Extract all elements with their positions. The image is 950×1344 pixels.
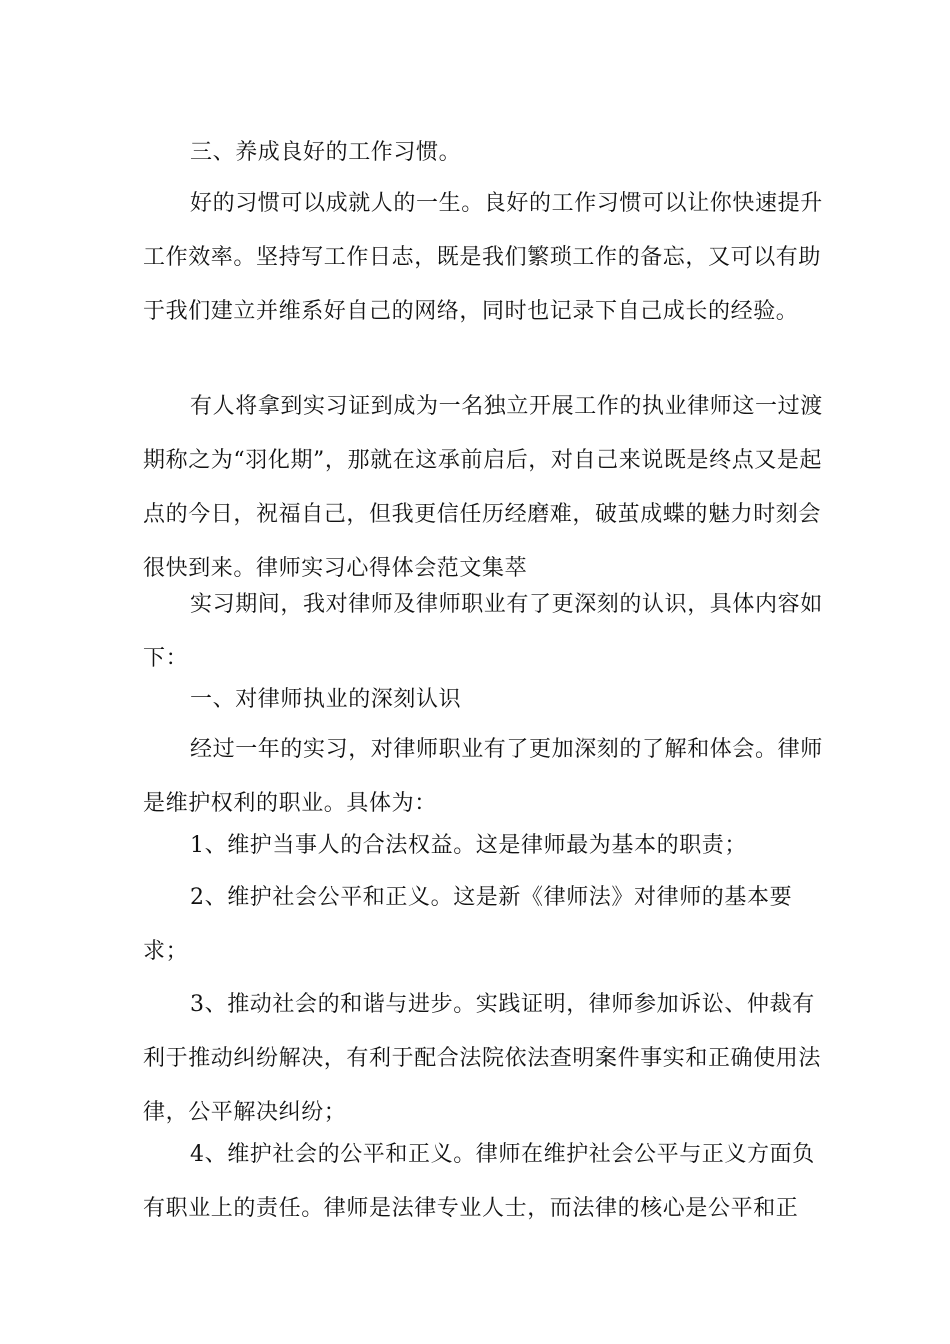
section-heading-work-habits: 三、养成良好的工作习惯。 <box>190 140 462 165</box>
list-item-1: 1、维护当事人的合法权益。这是律师最为基本的职责； <box>190 833 747 858</box>
list-item-2: 2、维护社会公平和正义。这是新《律师法》对律师的基本要求； <box>143 885 793 964</box>
section-heading-deep-understanding: 一、对律师执业的深刻认识 <box>190 687 462 712</box>
paragraph-one-year-internship: 经过一年的实习，对律师职业有了更加深刻的了解和体会。律师是维护权利的职业。具体为： <box>143 737 823 816</box>
list-item-3: 3、推动社会的和谐与进步。实践证明，律师参加诉讼、仲裁有利于推动纠纷解决，有利于配合法院依法查明案件事实和正确使用法律，公平解决纠纷； <box>143 992 822 1125</box>
paragraph-feathering-period: 有人将拿到实习证到成为一名独立开展工作的执业律师这一过渡期称之为“羽化期”，那就在这承前启后，对自己来说既是终点又是起点的今日，祝福自己，但我更信任历经磨难，破茧成蝶的魅力时刻会很快到来。律师实习心得体会范文集萃 <box>143 394 823 581</box>
paragraph-good-habits: 好的习惯可以成就人的一生。良好的工作习惯可以让你快速提升工作效率。坚持写工作日志，既是我们繁琐工作的备忘，又可以有助于我们建立并维系好自己的网络，同时也记录下自己成长的经验。 <box>143 191 823 324</box>
paragraph-internship-intro: 实习期间，我对律师及律师职业有了更深刻的认识，具体内容如下： <box>143 592 823 671</box>
list-item-4: 4、维护社会的公平和正义。律师在维护社会公平与正义方面负有职业上的责任。律师是法律专业人士，而法律的核心是公平和正 <box>143 1142 815 1221</box>
